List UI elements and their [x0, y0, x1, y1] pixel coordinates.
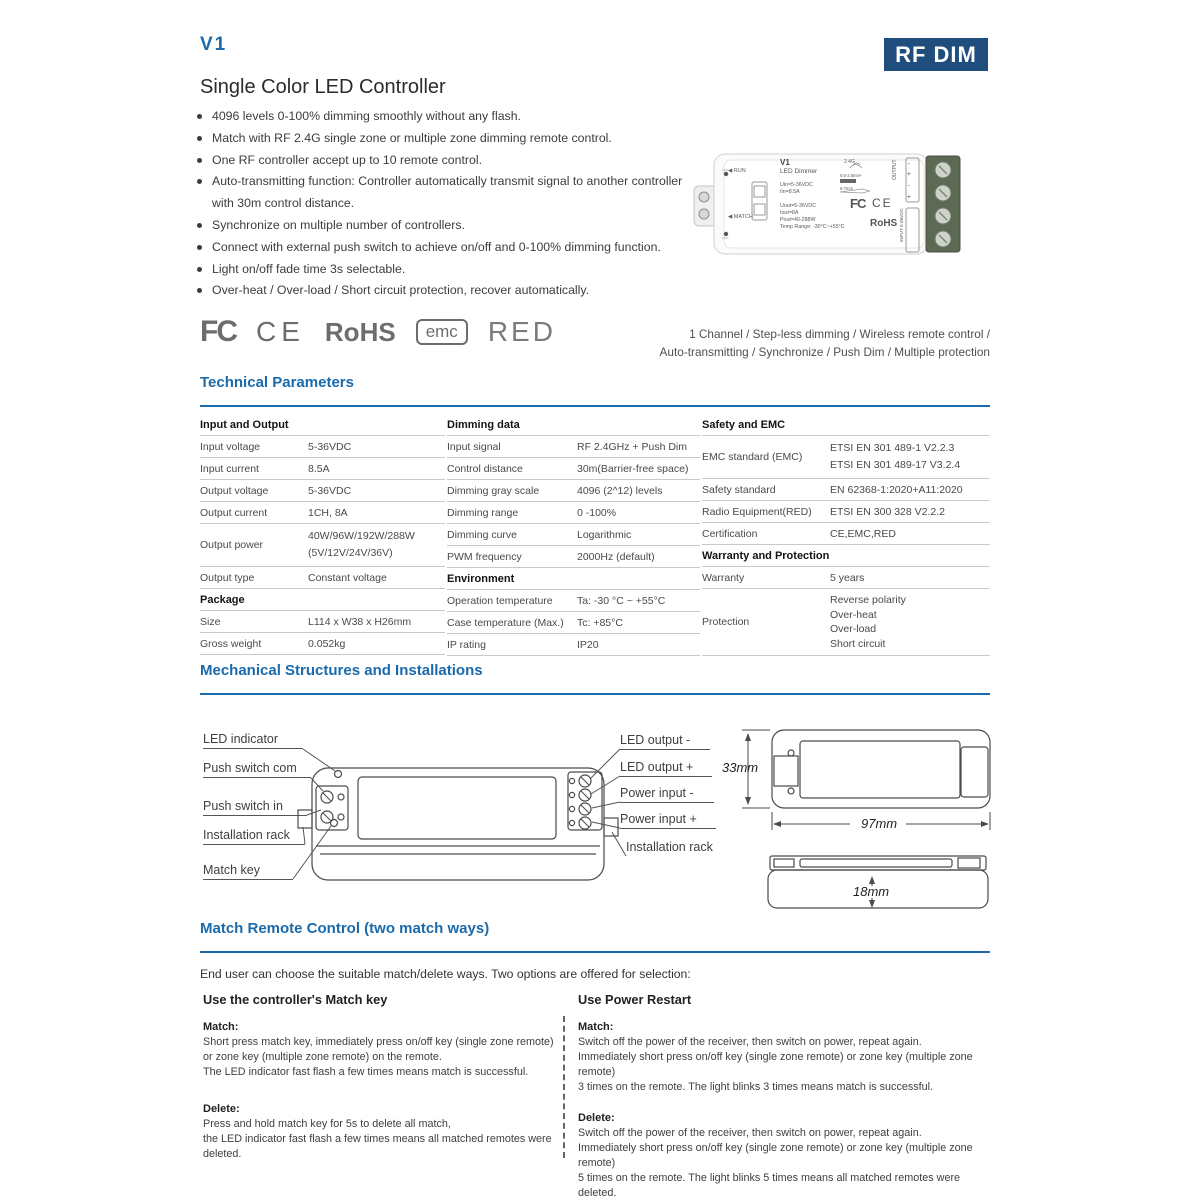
bullet-icon: [197, 267, 202, 272]
callout-match-key: Match key: [203, 863, 293, 880]
callout-installation-rack-right: Installation rack: [626, 840, 713, 854]
device-strip-spec: 6-7mm: [840, 186, 854, 191]
callout-led-indicator: LED indicator: [203, 732, 303, 749]
table-row: Certification CE,EMC,RED: [702, 523, 990, 545]
table-row: Input signal RF 2.4GHz + Push Dim: [447, 436, 700, 458]
product-photo: [692, 146, 964, 264]
device-ce-mark: CE: [872, 196, 893, 210]
match-text: Immediately short press on/off key (single zone remote) or zone key (multiple zone remote): [578, 1051, 973, 1078]
callout-push-switch-com: Push switch com: [203, 761, 311, 778]
delete-text: Switch off the power of the receiver, then switch on power, repeat again.: [578, 1127, 922, 1139]
device-run-label: ◀ RUN: [728, 168, 746, 174]
section-rule: [200, 951, 990, 953]
device-uout: Uout=5-36VDC: [780, 203, 817, 209]
table-row: Dimming range 0 -100%: [447, 502, 700, 524]
section-rule: [200, 693, 990, 695]
device-model: V1: [780, 158, 790, 167]
device-name: LED Dimmer: [780, 168, 818, 175]
delete-label: Delete:: [203, 1103, 240, 1115]
section-heading-technical: Technical Parameters: [200, 374, 354, 391]
table-row: Gross weight 0.052kg: [200, 633, 445, 655]
table-row: Protection Reverse polarity Over-heat Over-load Short circuit: [702, 589, 990, 656]
table-row: Warranty 5 years: [702, 567, 990, 589]
bullet-icon: [197, 245, 202, 250]
match-text: or zone key (multiple zone remote) on the remote.: [203, 1051, 442, 1063]
callout-push-switch-in: Push switch in: [203, 799, 307, 816]
match-intro: End user can choose the suitable match/delete ways. Two options are offered for selection:: [200, 967, 691, 981]
feature-item: Match with RF 2.4G single zone or multiple zone dimming remote control.: [197, 128, 702, 150]
device-temp-range: Temp Range: -30°C~+55°C: [780, 224, 845, 230]
feature-item: Synchronize on multiple number of controllers.: [197, 215, 702, 237]
table-row: Input current 8.5A: [200, 458, 445, 480]
table-row: Output voltage 5-36VDC: [200, 480, 445, 502]
tech-table-col2: [447, 414, 700, 656]
delete-text: the LED indicator fast flash a few times means all matched remotes were deleted.: [203, 1133, 552, 1160]
device-output-label: OUTPUT: [892, 159, 898, 180]
bullet-icon: [197, 223, 202, 228]
dimension-height: 33mm: [722, 760, 759, 775]
ce-mark-icon: CE: [256, 316, 305, 347]
bullet-icon: [197, 114, 202, 119]
table-row: Input voltage 5-36VDC: [200, 436, 445, 458]
table-section-header: Environment: [447, 568, 700, 590]
match-text: 3 times on the remote. The light blinks 3 times means match is successful.: [578, 1081, 934, 1093]
bullet-icon: [197, 158, 202, 163]
product-tagline: 1 Channel / Step-less dimming / Wireless remote control / Auto-transmitting / Synchronize / Push Dim / Multiple protection: [659, 327, 990, 359]
table-row: Operation temperature Ta: -30 °C ~ +55°C: [447, 590, 700, 612]
device-freq-label: 2.4G: [844, 159, 855, 165]
tech-table-col1: [200, 414, 445, 655]
table-section-header: Dimming data: [447, 414, 700, 436]
match-column-right: [578, 992, 990, 1200]
bullet-icon: [197, 136, 202, 141]
table-row: Control distance 30m(Barrier-free space): [447, 458, 700, 480]
callout-power-input-minus: Power input -: [620, 786, 714, 803]
device-rohs-mark: RoHS: [870, 218, 898, 229]
table-row: IP rating IP20: [447, 634, 700, 656]
table-row: Safety standard EN 62368-1:2020+A11:2020: [702, 479, 990, 501]
match-text: Short press match key, immediately press on/off key (single zone remote): [203, 1036, 554, 1048]
match-label: Match:: [578, 1021, 614, 1033]
model-name: V1: [200, 34, 228, 55]
match-text: The LED indicator fast flash a few times means match is successful.: [203, 1066, 529, 1078]
tech-table-col3: [702, 414, 990, 656]
table-section-header: Input and Output: [200, 414, 445, 436]
table-row: Case temperature (Max.) Tc: +85°C: [447, 612, 700, 634]
table-row: Radio Equipment(RED) ETSI EN 300 328 V2.2.2: [702, 501, 990, 523]
table-row: Dimming gray scale 4096 (2^12) levels: [447, 480, 700, 502]
product-photo-art: [692, 146, 964, 264]
bullet-icon: [197, 179, 202, 184]
feature-list: [197, 106, 702, 302]
delete-text: Press and hold match key for 5s to delete all match,: [203, 1118, 451, 1130]
device-iout: Iout=8A: [780, 210, 799, 216]
device-wire-spec: 0.5-2.5mm²: [840, 173, 862, 178]
match-column-left: [203, 992, 563, 1162]
callout-led-output-minus: LED output -: [620, 733, 710, 750]
emc-mark-icon: emc: [416, 319, 468, 345]
device-fcc-mark: FC: [850, 196, 866, 211]
page-title: Single Color LED Controller: [200, 76, 446, 98]
delete-text: 5 times on the remote. The light blinks 5 times means all matched remotes were deleted.: [578, 1172, 961, 1199]
device-iin: Iin=8.5A: [780, 189, 800, 195]
table-row: Size L114 x W38 x H26mm: [200, 611, 445, 633]
match-left-title: Use the controller's Match key: [203, 992, 388, 1007]
fcc-mark-icon: FC: [200, 315, 236, 348]
callout-power-input-plus: Power input +: [620, 812, 716, 829]
table-row: Output type Constant voltage: [200, 567, 445, 589]
delete-text: Immediately short press on/off key (single zone remote) or zone key (multiple zone remote): [578, 1142, 973, 1169]
device-uin: Uin=5-36VDC: [780, 182, 813, 188]
feature-item: Auto-transmitting function: Controller automatically transmit signal to another controller with 30m control distance.: [197, 171, 702, 215]
callout-installation-rack-left: Installation rack: [203, 828, 305, 845]
table-row: Output power 40W/96W/192W/288W (5V/12V/24V/36V): [200, 524, 445, 567]
dimension-width: 97mm: [861, 816, 898, 831]
device-terminal-polarity: - + - +: [907, 160, 911, 201]
section-rule: [200, 405, 990, 407]
section-heading-match: Match Remote Control (two match ways): [200, 920, 490, 937]
table-section-header: Package: [200, 589, 445, 611]
bullet-icon: [197, 288, 202, 293]
red-mark-icon: RED: [487, 316, 556, 347]
delete-label: Delete:: [578, 1112, 615, 1124]
table-row: EMC standard (EMC) ETSI EN 301 489-1 V2.2.3 ETSI EN 301 489-17 V3.2.4: [702, 436, 990, 479]
table-section-header: Warranty and Protection: [702, 545, 990, 567]
device-input-label: INPUT 5-36VDC: [899, 208, 904, 242]
rf-dim-badge: RF DIM: [884, 38, 988, 71]
feature-item: Connect with external push switch to achieve on/off and 0-100% dimming function.: [197, 237, 702, 259]
device-pout: Pout=40-288W: [780, 217, 816, 223]
table-row: Dimming curve Logarithmic: [447, 524, 700, 546]
device-match-label: ◀ MATCH: [728, 214, 753, 220]
feature-item: 4096 levels 0-100% dimming smoothly without any flash.: [197, 106, 702, 128]
match-right-title: Use Power Restart: [578, 992, 692, 1007]
match-label: Match:: [203, 1021, 239, 1033]
table-section-header: Safety and EMC: [702, 414, 990, 436]
feature-item: Light on/off fade time 3s selectable.: [197, 259, 702, 281]
table-row: Output current 1CH, 8A: [200, 502, 445, 524]
section-heading-mechanical: Mechanical Structures and Installations: [200, 662, 483, 679]
match-text: Switch off the power of the receiver, then switch on power, repeat again.: [578, 1036, 922, 1048]
dimension-depth: 18mm: [853, 884, 890, 899]
rohs-mark-icon: RoHS: [324, 316, 396, 347]
callout-led-output-plus: LED output +: [620, 760, 712, 777]
column-divider: [563, 1016, 565, 1158]
feature-item: One RF controller accept up to 10 remote control.: [197, 150, 702, 172]
feature-item: Over-heat / Over-load / Short circuit protection, recover automatically.: [197, 280, 702, 302]
table-row: PWM frequency 2000Hz (default): [447, 546, 700, 568]
